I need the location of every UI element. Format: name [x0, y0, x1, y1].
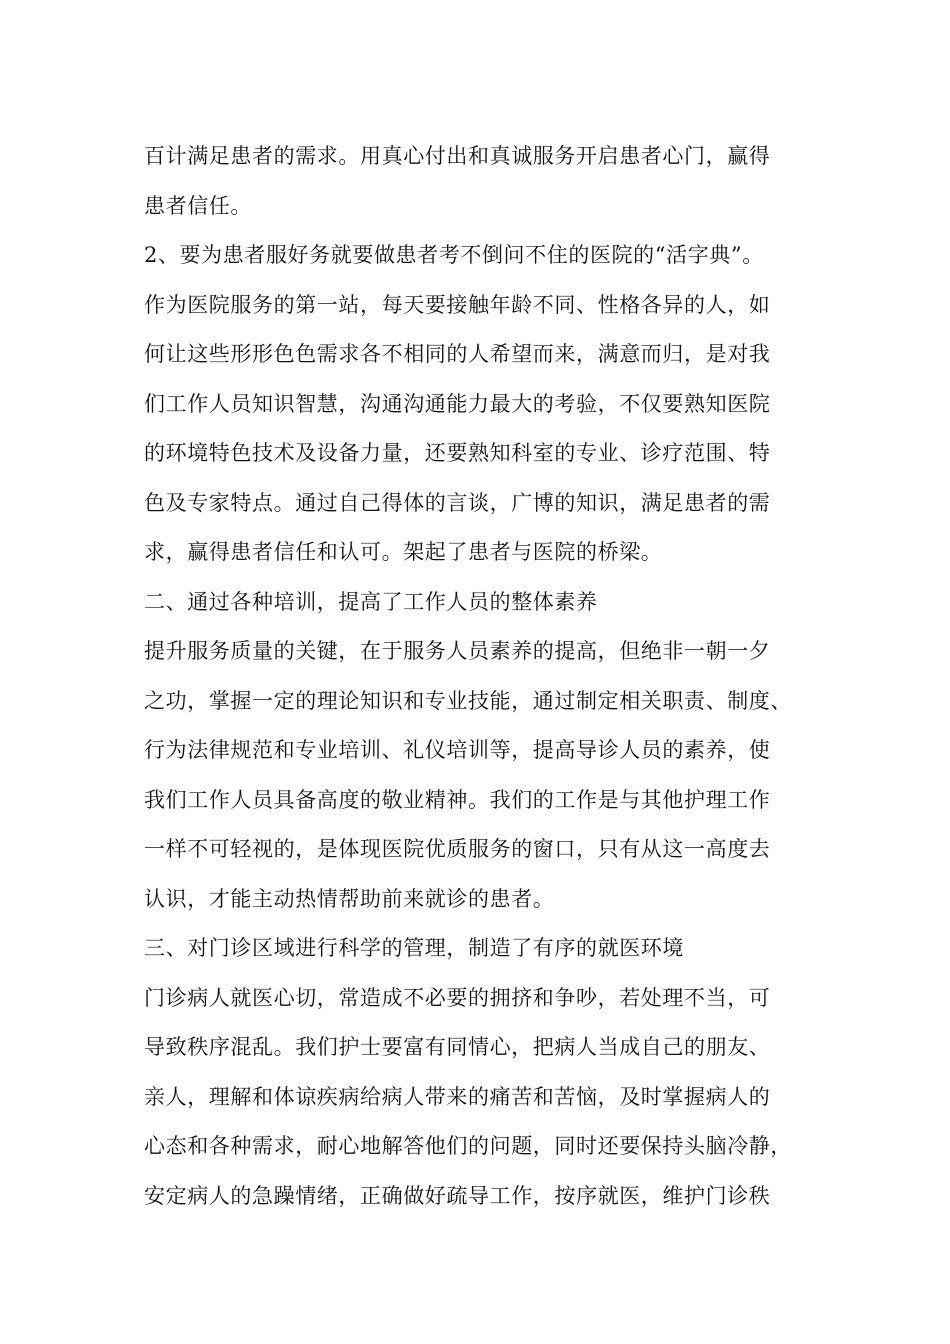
text-line: 我们工作人员具备高度的敬业精神。我们的工作是与其他护理工作 — [144, 787, 771, 812]
text-line: 百计满足患者的需求。用真心付出和真诚服务开启患者心门，赢得 — [144, 144, 771, 168]
text-line: 之功，掌握一定的理论知识和专业技能，通过制定相关职责、制度、 — [144, 688, 792, 713]
text-line: 们工作人员知识智慧，沟通沟通能力最大的考验，不仅要熟知医院 — [144, 391, 771, 416]
text-line: 色及专家特点。通过自己得体的言谈，广博的知识，满足患者的需 — [144, 490, 771, 515]
text-line: 一样不可轻视的，是体现医院优质服务的窗口，只有从这一高度去 — [144, 837, 771, 861]
text-line: 行为法律规范和专业培训、礼仪培训等，提高导诊人员的素养，使 — [144, 738, 771, 762]
section-heading: 二、通过各种培训，提高了工作人员的整体素养 — [144, 589, 598, 614]
text-line: 亲人，理解和体谅疾病给病人带来的痛苦和苦恼，及时掌握病人的 — [144, 1084, 771, 1109]
text-line: 求，赢得患者信任和认可。架起了患者与医院的桥梁。 — [144, 540, 663, 564]
text-line: 的环境特色技术及设备力量，还要熟知科室的专业、诊疗范围、特 — [144, 441, 771, 465]
text-line: 门诊病人就医心切，常造成不必要的拥挤和争吵，若处理不当，可 — [144, 985, 771, 1010]
text-line: 认识，才能主动热情帮助前来就诊的患者。 — [144, 886, 555, 911]
text-line: 导致秩序混乱。我们护士要富有同情心，把病人当成自己的朋友、 — [144, 1035, 771, 1059]
text-line: 患者信任。 — [144, 193, 252, 218]
text-line: 提升服务质量的关键，在于服务人员素养的提高，但绝非一朝一夕 — [144, 639, 771, 663]
document-body — [144, 132, 834, 1221]
text-line: 2、要为患者服好务就要做患者考不倒问不住的医院的“活字典”。 — [144, 243, 764, 267]
text-line: 安定病人的急躁情绪，正确做好疏导工作，按序就医，维护门诊秩 — [144, 1183, 771, 1208]
section-heading: 三、对门诊区域进行科学的管理，制造了有序的就医环境 — [144, 936, 684, 960]
text-line: 何让这些形形色色需求各不相同的人希望而来，满意而归，是对我 — [144, 342, 771, 366]
text-line: 作为医院服务的第一站，每天要接触年龄不同、性格各异的人，如 — [144, 292, 771, 317]
text-line: 心态和各种需求，耐心地解答他们的问题，同时还要保持头脑冷静， — [144, 1134, 792, 1158]
